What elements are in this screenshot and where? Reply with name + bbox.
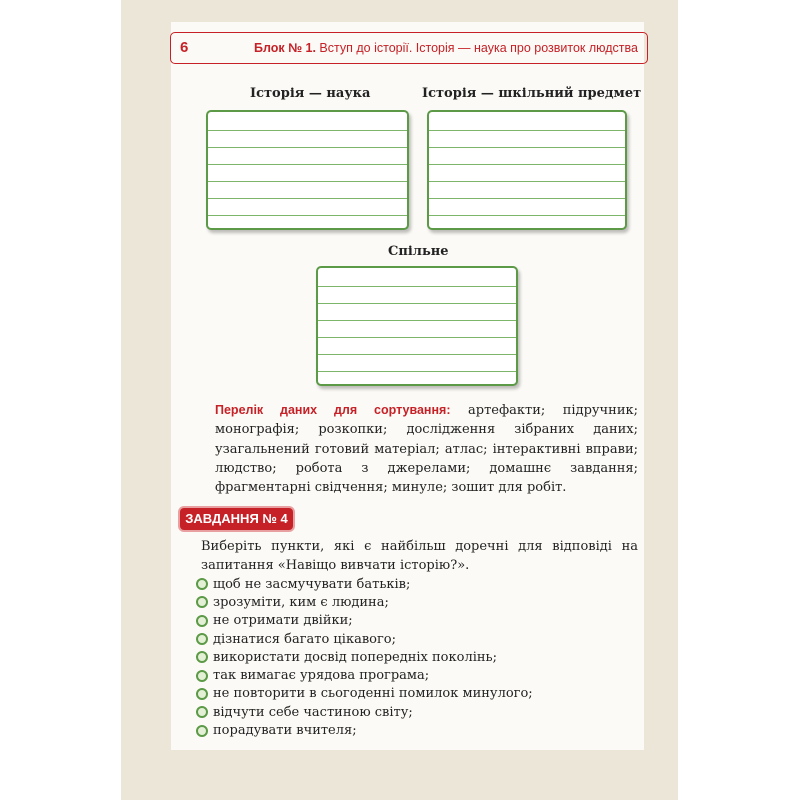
radio-circle-icon[interactable] <box>196 670 208 682</box>
block-title-text: Вступ до історії. Історія — наука про розвиток людства <box>319 41 638 55</box>
answer-option[interactable] <box>196 612 533 630</box>
answer-option[interactable] <box>196 648 533 666</box>
answer-option[interactable] <box>196 721 533 739</box>
answer-option-label: щоб не засмучувати батьків; <box>213 576 411 592</box>
label-history-school-subject: Історія — шкільний предмет <box>422 86 642 101</box>
radio-circle-icon[interactable] <box>196 706 208 718</box>
writing-box-history-science[interactable] <box>206 110 409 230</box>
answer-option-label: не отримати двійки; <box>213 613 353 629</box>
answer-option[interactable] <box>196 666 533 684</box>
block-title <box>254 41 638 55</box>
answer-option-label: порадувати вчителя; <box>213 723 357 739</box>
task-badge: ЗАВДАННЯ № 4 <box>180 508 293 530</box>
task-question: Виберіть пункти, які є найбільш доречні для відповіді на запитання «Навіщо вивчати історію?». <box>201 539 638 573</box>
page-header <box>170 32 648 64</box>
radio-circle-icon[interactable] <box>196 578 208 590</box>
answer-option-label: дізнатися багато цікавого; <box>213 631 396 647</box>
answer-option[interactable] <box>196 593 533 611</box>
radio-circle-icon[interactable] <box>196 596 208 608</box>
radio-circle-icon[interactable] <box>196 725 208 737</box>
answer-option[interactable] <box>196 685 533 703</box>
answer-option-label: не повторити в сьогоденні помилок минулого; <box>213 686 533 702</box>
radio-circle-icon[interactable] <box>196 615 208 627</box>
radio-circle-icon[interactable] <box>196 688 208 700</box>
answer-option[interactable] <box>196 703 533 721</box>
label-history-science: Історія — наука <box>250 86 371 101</box>
sorting-list-text: артефакти; підручник; монографія; розкопки; дослідження зібраних даних; узагальнений готовий матеріал; атлас; інтерактивні вправи; людство; робота з джерелами; домашнє завдання; фрагментарні свідчення; минуле; зошит для робіт. <box>215 403 638 496</box>
page-number: 6 <box>180 39 189 56</box>
writing-box-history-school-subject[interactable] <box>427 110 627 230</box>
writing-box-common[interactable] <box>316 266 518 386</box>
answer-option-label: так вимагає урядова програма; <box>213 668 430 684</box>
block-label: Блок № 1. <box>253 41 316 55</box>
answer-option-label: відчути себе частиною світу; <box>213 704 413 720</box>
radio-circle-icon[interactable] <box>196 633 208 645</box>
answer-option[interactable] <box>196 575 533 593</box>
answer-option-label: зрозуміти, ким є людина; <box>213 594 389 610</box>
answer-option[interactable] <box>196 630 533 648</box>
answer-option-label: використати досвід попередніх поколінь; <box>213 649 497 665</box>
sorting-list-heading: Перелік даних для сортування: <box>215 403 451 417</box>
sorting-list-paragraph <box>215 401 638 497</box>
answer-options-list <box>196 575 533 740</box>
radio-circle-icon[interactable] <box>196 651 208 663</box>
label-common: Спільне <box>388 244 449 259</box>
